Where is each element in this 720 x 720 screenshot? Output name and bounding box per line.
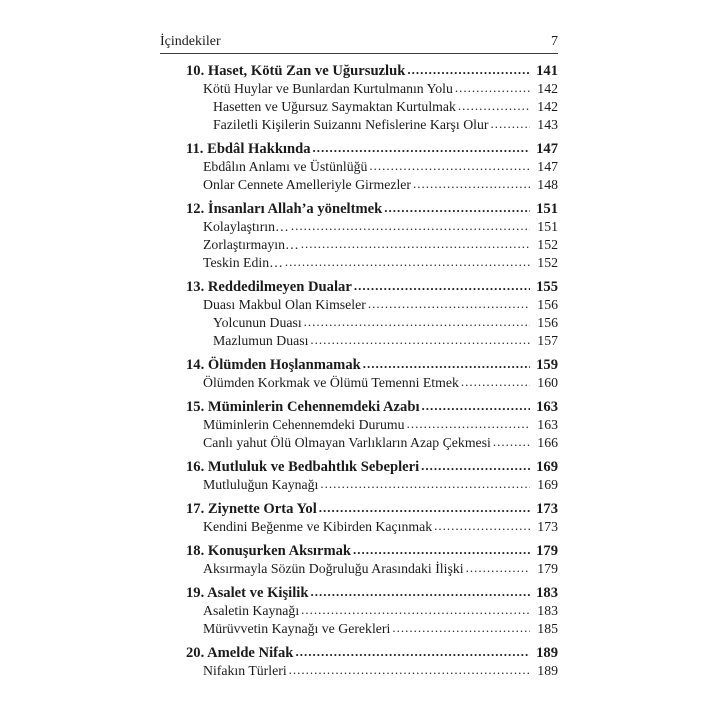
toc-entry — [160, 584, 558, 602]
toc-page-number: 151 — [536, 201, 558, 217]
toc-entry-label: 19. Asalet ve Kişilik — [186, 585, 309, 601]
toc-entry-label: Aksırmayla Sözün Doğruluğu Arasındaki İlişki — [203, 561, 464, 576]
toc-entry — [160, 236, 558, 254]
toc-page-number: 156 — [537, 297, 558, 312]
header-title: İçindekiler — [160, 34, 221, 49]
dot-leader — [422, 398, 530, 416]
toc-entry — [160, 62, 558, 80]
dot-leader — [407, 416, 530, 434]
toc-page-number: 156 — [537, 315, 558, 330]
toc-entry — [160, 644, 558, 662]
toc-entry-label: Teskin Edin… — [203, 255, 283, 270]
toc-page-number: 189 — [537, 663, 558, 678]
toc-page-number: 185 — [537, 621, 558, 636]
toc-page-number: 163 — [537, 417, 558, 432]
dot-leader — [434, 518, 530, 536]
table-of-contents — [160, 56, 558, 680]
toc-entry-label: Zorlaştırmayın… — [203, 237, 299, 252]
toc-entry — [160, 356, 558, 374]
toc-entry — [160, 80, 558, 98]
toc-entry — [160, 98, 558, 116]
dot-leader — [310, 584, 530, 602]
dot-leader — [289, 662, 530, 680]
dot-leader — [304, 314, 530, 332]
toc-entry-label: Kendini Beğenme ve Kibirden Kaçınmak — [203, 519, 433, 534]
toc-page-number: 148 — [537, 177, 558, 192]
toc-entry-label: Kötü Huylar ve Bunlardan Kurtulmanın Yolu — [203, 81, 453, 96]
dot-leader — [455, 80, 530, 98]
toc-entry-label: Asaletin Kaynağı — [203, 603, 300, 618]
toc-entry — [160, 254, 558, 272]
toc-page-number: 143 — [537, 117, 558, 132]
toc-entry-label: Mürüvvetin Kaynağı ve Gerekleri — [203, 621, 391, 636]
toc-entry — [160, 218, 558, 236]
toc-entry — [160, 314, 558, 332]
dot-leader — [421, 458, 530, 476]
toc-entry — [160, 434, 558, 452]
dot-leader — [301, 602, 530, 620]
toc-page-number: 151 — [537, 219, 558, 234]
toc-entry — [160, 662, 558, 680]
toc-entry-label: Nifakın Türleri — [203, 663, 287, 678]
toc-page-number: 155 — [536, 279, 558, 295]
toc-entry-label: 10. Haset, Kötü Zan ve Uğursuzluk — [186, 63, 406, 79]
toc-page-number: 179 — [537, 561, 558, 576]
toc-entry — [160, 176, 558, 194]
dot-leader — [407, 62, 530, 80]
dot-leader — [461, 374, 530, 392]
toc-entry — [160, 542, 558, 560]
dot-leader — [354, 278, 530, 296]
dot-leader — [319, 500, 530, 518]
toc-entry-label: Ebdâlın Anlamı ve Üstünlüğü — [203, 159, 368, 174]
toc-entry — [160, 518, 558, 536]
toc-entry — [160, 374, 558, 392]
toc-entry-label: Faziletli Kişilerin Suizannı Nefislerine Karşı Olur — [213, 117, 489, 132]
running-header — [160, 34, 558, 54]
toc-entry — [160, 458, 558, 476]
toc-entry — [160, 200, 558, 218]
toc-entry — [160, 140, 558, 158]
toc-entry-label: Müminlerin Cehennemdeki Durumu — [203, 417, 405, 432]
toc-entry — [160, 500, 558, 518]
toc-entry-label: Canlı yahut Ölü Olmayan Varlıkların Azap Çekmesi — [203, 435, 491, 450]
toc-page-number: 152 — [537, 237, 558, 252]
toc-entry — [160, 416, 558, 434]
toc-page-number: 147 — [537, 159, 558, 174]
dot-leader — [493, 434, 530, 452]
toc-entry-label: Onlar Cennete Amelleriyle Girmezler — [203, 177, 412, 192]
toc-entry — [160, 332, 558, 350]
toc-page-number: 183 — [536, 585, 558, 601]
dot-leader — [310, 332, 530, 350]
toc-entry-label: 15. Müminlerin Cehennemdeki Azabı — [186, 399, 420, 415]
dot-leader — [363, 356, 530, 374]
dot-leader — [320, 476, 530, 494]
toc-page-number: 169 — [536, 459, 558, 475]
toc-page-number: 183 — [537, 603, 558, 618]
toc-page-number: 152 — [537, 255, 558, 270]
toc-entry — [160, 398, 558, 416]
dot-leader — [291, 218, 530, 236]
toc-page-number: 169 — [537, 477, 558, 492]
toc-entry — [160, 602, 558, 620]
header-page-number: 7 — [551, 34, 558, 49]
toc-page-number: 142 — [537, 81, 558, 96]
dot-leader — [392, 620, 530, 638]
toc-entry — [160, 278, 558, 296]
toc-page-number: 189 — [536, 645, 558, 661]
toc-page-number: 163 — [536, 399, 558, 415]
dot-leader — [368, 296, 530, 314]
toc-page-number: 142 — [537, 99, 558, 114]
toc-entry-label: Ölümden Korkmak ve Ölümü Temenni Etmek — [203, 375, 459, 390]
toc-entry-label: 17. Ziynette Orta Yol — [186, 501, 317, 517]
toc-entry-label: 12. İnsanları Allah’a yöneltmek — [186, 201, 383, 217]
dot-leader — [353, 542, 530, 560]
dot-leader — [466, 560, 530, 578]
toc-entry — [160, 116, 558, 134]
toc-entry — [160, 620, 558, 638]
toc-entry-label: Mutluluğun Kaynağı — [203, 477, 319, 492]
toc-entry — [160, 158, 558, 176]
toc-entry-label: 18. Konuşurken Aksırmak — [186, 543, 352, 559]
toc-page-number: 160 — [537, 375, 558, 390]
toc-page-number: 166 — [537, 435, 558, 450]
toc-entry-label: Duası Makbul Olan Kimseler — [203, 297, 366, 312]
toc-entry — [160, 296, 558, 314]
dot-leader — [313, 140, 530, 158]
toc-entry-label: 16. Mutluluk ve Bedbahtlık Sebepleri — [186, 459, 420, 475]
toc-page-number: 179 — [536, 543, 558, 559]
toc-entry — [160, 476, 558, 494]
toc-entry-label: 14. Ölümden Hoşlanmamak — [186, 357, 361, 373]
dot-leader — [285, 254, 530, 272]
toc-entry-label: 20. Amelde Nifak — [186, 645, 294, 661]
toc-page-number: 159 — [536, 357, 558, 373]
toc-page-number: 173 — [537, 519, 558, 534]
dot-leader — [295, 644, 530, 662]
toc-entry-label: Kolaylaştırın… — [203, 219, 289, 234]
toc-page-number: 141 — [536, 63, 558, 79]
toc-page-number: 147 — [536, 141, 558, 157]
toc-entry-label: 13. Reddedilmeyen Dualar — [186, 279, 352, 295]
toc-entry-label: Hasetten ve Uğursuz Saymaktan Kurtulmak — [213, 99, 456, 114]
dot-leader — [384, 200, 530, 218]
dot-leader — [458, 98, 530, 116]
toc-entry-label: 11. Ebdâl Hakkında — [186, 141, 311, 157]
dot-leader — [413, 176, 530, 194]
toc-entry-label: Yolcunun Duası — [213, 315, 302, 330]
dot-leader — [369, 158, 530, 176]
dot-leader — [491, 116, 531, 134]
toc-page-number: 173 — [536, 501, 558, 517]
toc-page-number: 157 — [537, 333, 558, 348]
dot-leader — [301, 236, 530, 254]
toc-entry-label: Mazlumun Duası — [213, 333, 309, 348]
toc-entry — [160, 560, 558, 578]
